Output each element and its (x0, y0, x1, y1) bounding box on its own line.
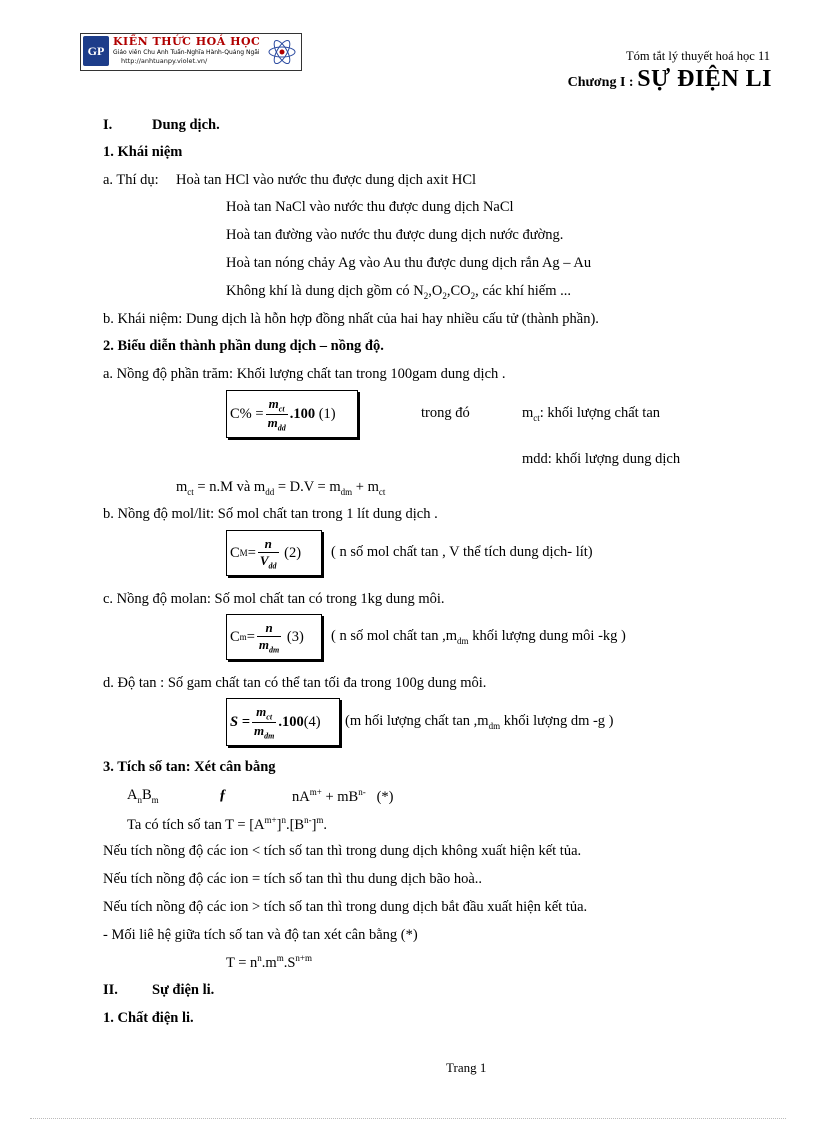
section-2-roman: II. (103, 982, 118, 998)
molality-text: c. Nồng độ molan: Số mol chất tan có trong 1kg dung môi. (103, 591, 445, 607)
formula-4-note: (m hối lượng chất $\tan ,m_{dm}$ khối lượng dm -g ) (345, 713, 614, 731)
section-2-title: Sự điện li. (152, 982, 215, 998)
definition: b. Khái niệm: Dung dịch là hỗn hợp đồng nhất của hai hay nhiều cấu tử (thành phần). (103, 311, 599, 327)
example-2: Hoà tan NaCl vào nước thu được dung dịch NaCl (226, 199, 514, 215)
relation-note: - Mối liê hệ giữa tích số tan và độ tan xét cân bằng (*) (103, 927, 418, 943)
mdd-definition: mdd: khối lượng dung dịch (522, 451, 681, 467)
t-relation: $T = n^n.m^m.S^{n+m}$ (226, 953, 312, 971)
rule-1: Nếu tích nồng độ các ion < tích số tan thì trong dung dịch không xuất hiện kết tủa. (103, 843, 582, 859)
logo-author: Giáo viên Chu Anh Tuấn-Nghĩa Hành-Quảng Ngãi (113, 49, 260, 56)
rule-2: Nếu tích nồng độ các ion = tích số tan thì thu dung dịch bão hoà.. (103, 871, 483, 887)
page-number: Trang 1 (446, 1060, 487, 1075)
mass-relation: $m_{ct} = n.M$ và $m_{dd} = D.V = m_{dm} + m_{ct}$ (176, 479, 386, 497)
equilibrium-left: $A_nB_m$ (127, 787, 159, 805)
subsection-2-1: 1. Chất điện li. (103, 1010, 194, 1026)
formula-4-box: S = $\frac{m_{ct}}{m_{dm}}$ .100 (4) (226, 698, 340, 746)
molarity-text: b. Nồng độ mol/lit: Số mol chất tan trong 1 lít dung dịch . (103, 506, 438, 522)
formula-2-box: C M = $\frac{n}{V_{dd}}$ (2) (226, 530, 322, 576)
section-1-title: Dung dịch. (152, 117, 220, 133)
atom-icon (267, 37, 297, 67)
chapter-heading (568, 66, 772, 93)
percent-concentration-text: a. Nồng độ phần trăm: Khối lượng chất tan trong 100gam dung dịch . (103, 366, 506, 382)
subsection-1-2: 2. Biểu diễn thành phần dung dịch – nồng độ. (103, 338, 384, 354)
logo-emblem: GP (83, 36, 109, 66)
example-3: Hoà tan đường vào nước thu được dung dịch nước đường. (226, 227, 564, 243)
where-label: trong đó (421, 405, 470, 421)
mct-definition: $m_{ct}$: khối lượng chất tan (522, 405, 661, 423)
formula-3-note: ( n số mol chất $\tan ,m_{dm}$ khối lượng dung môi -kg ) (331, 628, 626, 646)
subsection-1-1: 1. Khái niệm (103, 144, 183, 160)
example-label: a. Thí dụ: (103, 172, 159, 188)
example-4: Hoà tan nóng chảy Ag vào Au thu được dung dịch rắn Ag – Au (226, 255, 592, 271)
equilibrium-arrow: ƒ (219, 787, 227, 803)
formula-1-box: C% = $\frac{m_{ct}}{m_{dd}}$ .100 (1) (226, 390, 358, 438)
chapter-title: SỰ ĐIỆN LI (637, 66, 772, 92)
equilibrium-right: $nA^{m+} + mB^{n-}$ (*) (292, 787, 394, 805)
logo (80, 33, 302, 71)
example-1: Hoà tan HCl vào nước thu được dung dịch axit HCl (176, 172, 477, 188)
section-1-roman: I. (103, 117, 113, 133)
solubility-text: d. Độ tan : Số gam chất tan có thể tan tối đa trong 100g dung môi. (103, 675, 487, 691)
formula-3-box: C m = $\frac{n}{m_{dm}}$ (3) (226, 614, 322, 660)
footer-divider (30, 1118, 786, 1119)
rule-3: Nếu tích nồng độ các ion > tích số tan thì trong dung dịch bắt đầu xuất hiện kết tủa. (103, 899, 588, 915)
header-subtitle: Tóm tắt lý thuyết hoá học 11 (626, 49, 770, 63)
formula-2-note: ( n số mol chất tan , V thể tích dung dịch- lít) (331, 544, 593, 560)
ksp-expression: Ta có tích số $\tan T = [A^{m+}]^n.[B^{n-}]^m$. (127, 815, 328, 833)
example-5: Không khí là dung dịch gồm có $N_2,O_2,CO_2$, các khí hiếm ... (226, 283, 571, 301)
chapter-label: Chương I : (567, 75, 634, 90)
logo-site: http://anhtuanpy.violet.vn/ (121, 57, 208, 65)
logo-title: KIẾN THỨC HOÁ HỌC (113, 35, 261, 48)
subsection-1-3: 3. Tích số tan: Xét cân bằng (103, 759, 276, 775)
